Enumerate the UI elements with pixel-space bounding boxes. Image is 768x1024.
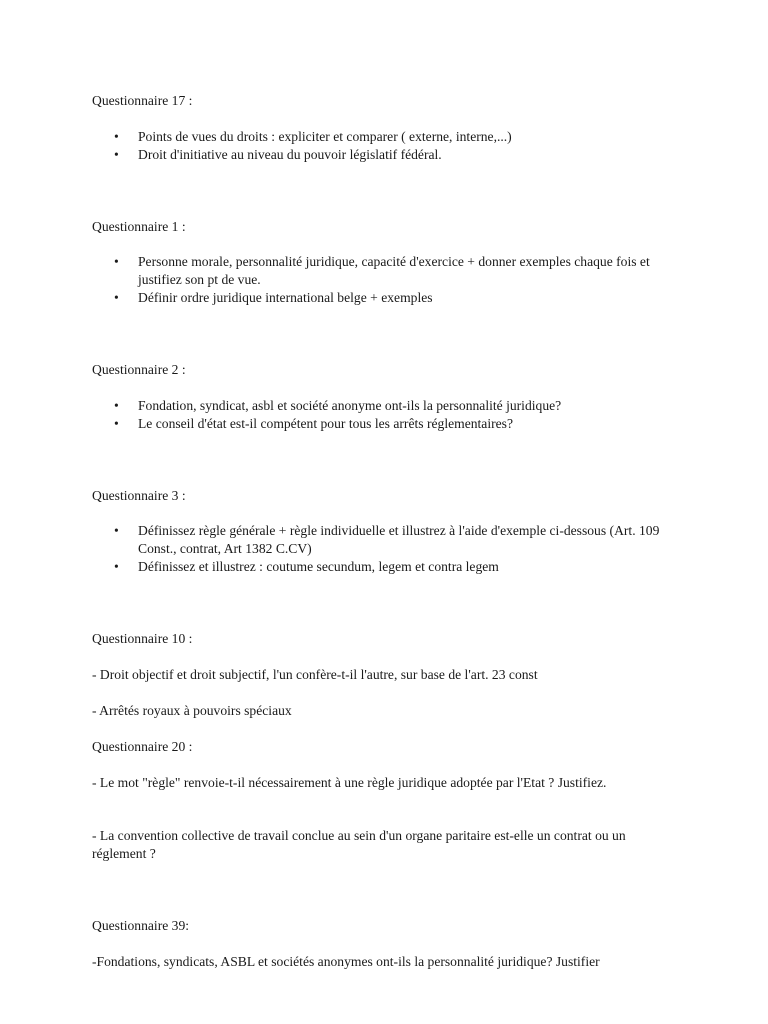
section-heading: Questionnaire 10 : [92, 631, 193, 646]
bullet-item: • Le conseil d'état est-il compétent pour tous les arrêts réglementaires? [92, 415, 652, 433]
question-paragraph: - Arrêtés royaux à pouvoirs spéciaux [92, 703, 292, 718]
section-heading: Questionnaire 39: [92, 918, 190, 933]
bullet-item: • Points de vues du droits : expliciter et comparer ( externe, interne,...) [92, 128, 652, 146]
section-heading: Questionnaire 20 : [92, 739, 193, 754]
bullet-item: • Définir ordre juridique international belge + exemples [92, 289, 652, 307]
bullet-list [92, 522, 692, 576]
bullet-item: • Fondation, syndicat, asbl et société anonyme ont-ils la personnalité juridique? [92, 397, 652, 415]
bullet-item: • Personne morale, personnalité juridique, capacité d'exercice + donner exemples chaque fois et justifiez son pt de vue. [92, 253, 652, 289]
question-paragraph: - Le mot "règle" renvoie-t-il nécessairement à une règle juridique adoptée par l'Etat ? Justifiez. [92, 775, 607, 790]
bullet-item: • Définissez et illustrez : coutume secundum, legem et contra legem [92, 558, 692, 576]
section-heading: Questionnaire 17 : [92, 93, 193, 108]
section-heading: Questionnaire 1 : [92, 219, 186, 234]
bullet-item: • Droit d'initiative au niveau du pouvoir législatif fédéral. [92, 146, 652, 164]
section-heading: Questionnaire 3 : [92, 488, 186, 503]
question-paragraph: - La convention collective de travail conclue au sein d'un organe paritaire est-elle un contrat ou un réglement ? [92, 828, 626, 861]
question-paragraph: - Droit objectif et droit subjectif, l'un confère-t-il l'autre, sur base de l'art. 23 const [92, 667, 538, 682]
bullet-list [92, 128, 652, 164]
bullet-list [92, 253, 652, 307]
bullet-list [92, 397, 652, 433]
bullet-item: • Définissez règle générale + règle individuelle et illustrez à l'aide d'exemple ci-dessous (Art. 109 Const., contrat, Art 1382 C.CV) [92, 522, 692, 558]
question-paragraph: -Fondations, syndicats, ASBL et sociétés anonymes ont-ils la personnalité juridique? Justifier [92, 954, 600, 969]
section-heading: Questionnaire 2 : [92, 362, 186, 377]
